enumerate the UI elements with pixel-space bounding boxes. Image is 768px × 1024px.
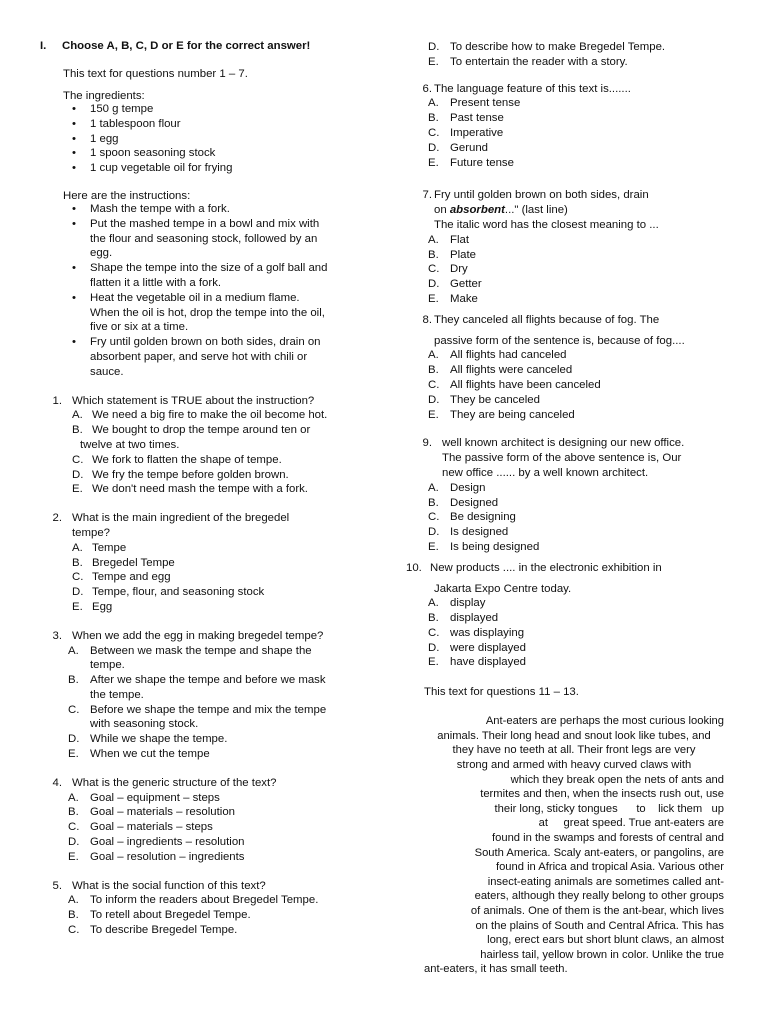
- question-text: The language feature of this text is.......: [434, 82, 631, 95]
- option-c: C. Before we shape the tempe and mix the tempe: [68, 703, 327, 716]
- option-d: D. Tempe, flour, and seasoning stock: [72, 586, 265, 599]
- option-e: E. Egg: [72, 600, 113, 613]
- option-d: D. were displayed: [428, 641, 526, 654]
- instruction-item: • Put the mashed tempe in a bowl and mix with the flour and seasoning stock, followed by an egg.: [72, 217, 380, 261]
- instructions-list: [40, 202, 380, 380]
- option-a: A. Goal – equipment – steps: [68, 791, 220, 804]
- section-roman: I.: [40, 40, 47, 52]
- question-5: [40, 879, 380, 938]
- question-number: 1.: [52, 394, 62, 407]
- option-b: B. We bought to drop the tempe around ten or: [72, 424, 311, 437]
- question-text: What is the generic structure of the text?: [72, 776, 277, 789]
- option-d: D. Getter: [428, 278, 482, 291]
- option-c: C. We fork to flatten the shape of tempe.: [72, 453, 282, 466]
- option-b-continued: the tempe.: [90, 688, 144, 701]
- instructions-heading: Here are the instructions:: [63, 189, 191, 202]
- question-number: 10.: [406, 561, 422, 574]
- question-number: 6.: [422, 82, 432, 95]
- passage-line: animals. Their long head and snout look like tubes, and: [437, 729, 711, 742]
- question-text-continued: passive form of the sentence is, because of fog....: [434, 334, 685, 347]
- ingredient-item: • 1 spoon seasoning stock: [72, 146, 380, 161]
- option-a-continued: tempe.: [90, 659, 125, 672]
- option-d: D. They be canceled: [428, 393, 540, 406]
- option-c: C. To describe Bregedel Tempe.: [68, 924, 238, 937]
- passage-line: found in the swamps and forests of central and: [492, 832, 724, 845]
- option-b: B. Designed: [428, 496, 499, 509]
- option-b: B. Goal – materials – resolution: [68, 806, 235, 819]
- ingredients-list: [40, 102, 380, 176]
- anteater-passage: [424, 714, 724, 977]
- option-e: E. have displayed: [428, 656, 526, 669]
- ingredient-item: • 1 cup vegetable oil for frying: [72, 161, 380, 176]
- text1-intro: This text for questions number 1 – 7.: [63, 68, 248, 80]
- passage-line: of animals. One of them is the ant-bear, which lives: [470, 905, 724, 917]
- option-c: C. Goal – materials – steps: [68, 821, 213, 834]
- option-c: C. All flights have been canceled: [428, 378, 601, 391]
- option-c: C. Imperative: [428, 126, 504, 139]
- option-c: C. Be designing: [428, 511, 516, 524]
- question-7: [416, 188, 730, 306]
- instruction-item: • Heat the vegetable oil in a medium flame. When the oil is hot, drop the tempe into the oil, five or six at a time.: [72, 291, 380, 335]
- option-e: E. To entertain the reader with a story.: [428, 55, 628, 68]
- passage-line: on the plains of South and Central Africa. This has: [475, 919, 724, 932]
- right-column: [406, 40, 730, 977]
- instruction-item: • Mash the tempe with a fork.: [72, 202, 380, 217]
- passage-line: Ant-eaters are perhaps the most curious looking: [485, 715, 724, 728]
- option-b: B. To retell about Bregedel Tempe.: [68, 909, 251, 922]
- option-d: D. We fry the tempe before golden brown.: [72, 468, 289, 481]
- question-text-continued: tempe?: [72, 526, 110, 539]
- passage-line: their long, sticky tongues to lick them up: [494, 802, 724, 815]
- option-d: D. Goal – ingredients – resolution: [68, 836, 245, 849]
- question-9: [416, 436, 730, 554]
- passage-line: strong and armed with heavy curved claws with: [456, 759, 692, 772]
- option-a: A. Flat: [428, 233, 469, 246]
- ingredient-item: • 150 g tempe: [72, 102, 380, 117]
- option-a: A. To inform the readers about Bregedel Tempe.: [68, 894, 319, 907]
- option-a: A. We need a big fire to make the oil become hot.: [72, 409, 328, 422]
- option-b: B. All flights were canceled: [428, 364, 573, 377]
- option-a: A. display: [428, 597, 486, 610]
- question-text: What is the main ingredient of the bregedel: [72, 512, 290, 525]
- option-e: E. Goal – resolution – ingredients: [68, 850, 245, 863]
- passage-line: South America. Scaly ant-eaters, or pangolins, are: [474, 846, 724, 859]
- question-number: 4.: [52, 776, 62, 789]
- question-text: When we add the egg in making bregedel tempe?: [72, 629, 324, 642]
- question-text-continued: The passive form of the above sentence is, Our: [442, 452, 682, 465]
- question-number: 8.: [422, 313, 432, 326]
- ingredient-item: • 1 tablespoon flour: [72, 117, 380, 132]
- instruction-item: • Shape the tempe into the size of a golf ball and flatten it a little with a fork.: [72, 261, 380, 291]
- question-number: 3.: [52, 629, 62, 642]
- text2-intro: This text for questions 11 – 13.: [424, 686, 579, 699]
- question-number: 7.: [422, 189, 432, 202]
- passage-line: ant-eaters, it has small teeth.: [424, 963, 568, 976]
- option-e: E. Future tense: [428, 156, 514, 169]
- passage-line: insect-eating animals are sometimes called ant-: [487, 875, 724, 888]
- option-e: E. We don't need mash the tempe with a fork.: [72, 483, 308, 496]
- question-2: [40, 511, 380, 615]
- option-c: C. Tempe and egg: [72, 571, 171, 584]
- option-a: A. All flights had canceled: [428, 349, 567, 362]
- option-b: B. displayed: [428, 612, 499, 625]
- question-text-continued: The italic word has the closest meaning to ...: [434, 218, 659, 231]
- ingredient-item: • 1 egg: [72, 132, 380, 147]
- passage-line: termites and then, when the insects rush out, use: [480, 788, 724, 801]
- italic-word: absorbent: [449, 204, 505, 217]
- question-6: [416, 82, 730, 171]
- passage-line: at great speed. True ant-eaters are: [538, 817, 724, 830]
- option-d: D. Is designed: [428, 526, 509, 539]
- question-number: 5.: [52, 879, 62, 892]
- question-8: [416, 313, 730, 423]
- passage-line: long, erect ears but short blunt claws, an almost: [487, 934, 724, 947]
- option-a: A. Design: [428, 481, 486, 494]
- option-e: E. Make: [428, 292, 478, 305]
- option-d: D. Gerund: [428, 141, 488, 154]
- question-text: What is the social function of this text?: [72, 879, 266, 892]
- option-b: B. After we shape the tempe and before we mask: [68, 674, 326, 687]
- question-text-continued: new office ...... by a well known architect.: [442, 466, 649, 479]
- question-4: [40, 776, 380, 865]
- question-10: [406, 561, 730, 671]
- option-e: E. Is being designed: [428, 540, 540, 553]
- question-text: Which statement is TRUE about the instruction?: [72, 394, 315, 407]
- option-e: E. When we cut the tempe: [68, 748, 210, 761]
- option-c: C. Dry: [428, 263, 468, 276]
- question-5-continued: [428, 40, 730, 70]
- question-text: well known architect is designing our new office.: [442, 437, 685, 450]
- option-a: A. Tempe: [72, 541, 127, 554]
- question-number: 9.: [422, 437, 432, 450]
- question-number: 2.: [52, 512, 62, 525]
- option-b: B. Plate: [428, 248, 476, 261]
- option-a: A. Present tense: [428, 97, 521, 110]
- option-e: E. They are being canceled: [428, 408, 575, 421]
- question-text-continued: on absorbent..." (last line): [434, 204, 568, 217]
- option-c-continued: with seasoning stock.: [90, 718, 199, 731]
- option-d: D. To describe how to make Bregedel Tempe.: [428, 41, 666, 53]
- option-a: A. Between we mask the tempe and shape the: [68, 644, 312, 657]
- instruction-item: • Fry until golden brown on both sides, drain on absorbent paper, and serve hot with chili or sauce.: [72, 335, 380, 379]
- option-d: D. While we shape the tempe.: [68, 733, 228, 746]
- passage-line: found in Africa and tropical Asia. Various other: [495, 861, 724, 874]
- left-column: [40, 40, 380, 938]
- question-text: Fry until golden brown on both sides, drain: [434, 189, 649, 202]
- question-text-continued: Jakarta Expo Centre today.: [434, 582, 572, 595]
- passage-line: eaters, although they really belong to other groups: [474, 890, 724, 903]
- option-b-continued: twelve at two times.: [80, 438, 180, 451]
- passage-line: they have no teeth at all. Their front legs are very: [452, 744, 696, 757]
- option-b: B. Bregedel Tempe: [72, 556, 175, 569]
- ingredients-heading: The ingredients:: [63, 90, 145, 102]
- passage-line: hairless tail, yellow brown in color. Unlike the true: [480, 948, 724, 961]
- option-b: B. Past tense: [428, 112, 504, 125]
- question-text: New products .... in the electronic exhibition in: [430, 561, 662, 574]
- question-text: They canceled all flights because of fog. The: [434, 313, 660, 326]
- passage-line: which they break open the nets of ants and: [510, 773, 724, 786]
- question-1: [40, 394, 380, 498]
- section-heading: [40, 40, 380, 52]
- section-title: Choose A, B, C, D or E for the correct answer!: [62, 40, 311, 52]
- question-3: [40, 629, 380, 762]
- option-c: C. was displaying: [428, 626, 525, 639]
